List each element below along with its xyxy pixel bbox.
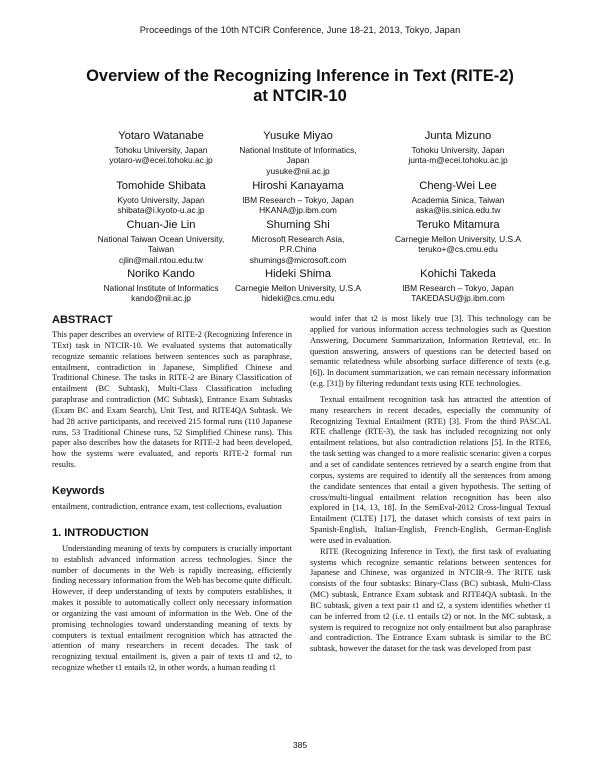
author-email: teruko+@cs.cmu.edu (418, 244, 498, 255)
right-column (310, 314, 551, 655)
abstract-text: This paper describes an overview of RITE-2 (Recognizing Inference in TExt) task in NTCIR-10. We evaluated systems that automatically recognize semantic relations between sentences such as paraphrase, entailment, contradiction in Japanese, Simplified Chinese and Traditional Chinese. The tasks in RITE-2 are Binary Classification of entailment (BC Subtask), Multi-Class Classification including paraphrase and contradiction (MC Subtask), Entrance Exam Subtasks (Exam BC and Exam Search), Unit Test, and RITE4QA Subtask. We had 28 active participants, and received 215 formal runs (110 Japanese runs, 53 Traditional Chinese runs, 52 Simplified Chinese runs). This paper also describes how the datasets for RITE-2 had been developed, how the systems were evaluated, and reports RITE-2 formal run results. (52, 330, 292, 470)
author-name: Cheng-Wei Lee (419, 180, 497, 192)
author-block (213, 268, 383, 304)
author-name: Teruko Mitamura (416, 219, 500, 231)
introduction-heading: 1. INTRODUCTION (52, 526, 149, 539)
introduction-paragraph: would infer that t2 is most likely true [3]. This technology can be applied for various information access technologies such as Question Answering, Document Summarization, Information Retrieval, etc. In question answering, answers of questions can be detected based on semantic relatedness while absorbing surface difference of texts (e.g. [6]). In document summarization, we can remain necessary information (e.g. [31]) by filtering redundant texts using RTE technologies. (310, 314, 551, 389)
author-affiliation: Microsoft Research Asia, (251, 233, 345, 244)
introduction-paragraph: Textual entailment recognition task has attracted the attention of many researchers in recent decades, especially the community of Recognizing Textual Entailment (RTE) [3]. From the third PASCAL RTE challenge (RTE-3), the task has included recognizing not only entailment relations, but also contradiction relations [5]. In the RTE6, the task setting was changed to a more realistic scenario: given a corpus and a set of candidate sentences retrieved by a search engine from that corpus, systems are required to identify all the sentences from among the candidate sentences that entail a given hypothesis. The setting of cross/multi-lingual entailment relation recognition has been also explored in [14, 13, 18]. In the SemEval-2012 Cross-lingual Textual Entailment (CLTE) [17], the dataset which consists of text pairs in Spanish-English, Italian-English, French-English, German-English were used in evaluation. (310, 394, 551, 545)
paper-title-line-2: at NTCIR-10 (253, 87, 347, 105)
author-affiliation: Japan (286, 155, 310, 166)
keywords-text: entailment, contradiction, entrance exam, test collections, evaluation (52, 501, 282, 511)
author-email: hideki@cs.cmu.edu (261, 293, 335, 304)
author-block (373, 180, 543, 216)
author-email: aska@iis.sinica.edu.tw (415, 205, 501, 216)
author-affiliation: IBM Research – Tokyo, Japan (402, 282, 514, 293)
abstract-heading: ABSTRACT (52, 314, 113, 326)
author-affiliation: Taiwan (147, 244, 175, 255)
author-affiliation: Tohoku University, Japan (114, 144, 208, 155)
author-block (373, 130, 543, 166)
author-name: Hideki Shima (265, 268, 331, 280)
author-block (373, 268, 543, 304)
author-block (213, 130, 383, 176)
author-affiliation: P.R.China (279, 244, 317, 255)
author-affiliation: National Institute of Informatics (103, 282, 219, 293)
paper-title-line-1: Overview of the Recognizing Inference in Text (RITE-2) (86, 67, 514, 85)
author-name: Yusuke Miyao (263, 130, 333, 142)
author-name: Shuming Shi (266, 219, 330, 231)
author-name: Noriko Kando (127, 268, 195, 280)
author-name: Yotaro Watanabe (118, 130, 204, 142)
author-email: HKANA@jp.ibm.com (259, 205, 337, 216)
proceedings-header: Proceedings of the 10th NTCIR Conference, June 18-21, 2013, Tokyo, Japan (139, 25, 461, 35)
author-name: Hiroshi Kanayama (252, 180, 344, 192)
author-affiliation: IBM Research – Tokyo, Japan (242, 194, 354, 205)
author-block (213, 219, 383, 265)
keywords-heading: Keywords (52, 484, 105, 497)
author-name: Chuan-Jie Lin (126, 219, 196, 231)
author-name: Junta Mizuno (424, 130, 492, 142)
author-name: Kohichi Takeda (420, 268, 496, 280)
author-name: Tomohide Shibata (116, 180, 206, 192)
author-email: junta-m@ecei.tohoku.ac.jp (408, 155, 508, 166)
author-email: shumings@microsoft.com (249, 254, 347, 265)
author-affiliation: Academia Sinica, Taiwan (411, 194, 505, 205)
author-email: cjlin@mail.ntou.edu.tw (119, 254, 203, 265)
author-affiliation: Carnegie Mellon University, U.S.A (395, 233, 521, 244)
author-affiliation: National Institute of Informatics, (239, 144, 357, 155)
page-number: 385 (292, 740, 308, 750)
author-block (373, 219, 543, 255)
author-affiliation: Carnegie Mellon University, U.S.A (235, 282, 361, 293)
author-email: yotaro-w@ecei.tohoku.ac.jp (109, 155, 213, 166)
paper-title (40, 66, 560, 106)
author-email: TAKEDASU@jp.ibm.com (411, 293, 505, 304)
author-email: yusuke@nii.ac.jp (266, 165, 330, 176)
author-affiliation: National Taiwan Ocean University, (97, 233, 225, 244)
left-column (52, 314, 292, 674)
introduction-paragraph: RITE (Recognizing Inference in Text), the first task of evaluating systems which recognize semantic relations between sentences for Japanese and Chinese, was organized in NTCIR-9. The RITE task consists of the four subtasks: Binary-Class (BC) subtask, Multi-Class (MC) subtask, Entrance Exam subtask and RITE4QA subtask. In the BC subtask, given a text pair t1 and t2, a system identifies whether t1 can be inferred from t2 (i.e. t1 entails t2) or not. In the MC subtask, a system is required to recognize not only entailment but also paraphrase and contradiction. The Entrance Exam subtask is similar to the BC subtask, however the dataset for the task was developed from past (310, 546, 551, 654)
author-block (213, 180, 383, 216)
introduction-paragraph: Understanding meaning of texts by computers is crucially important to establish advanced information access technologies. Since the number of documents in the Web is rapidly increasing, efficiently finding necessary information from the Web has become quite difficult. However, if deep understanding of texts by computers establishes, it makes it possible to automatically collect only necessary information or organizing the vast amount of information in the Web. One of the promising technologies toward understanding meaning of texts by computers is textual entailment recognition which has attracted the attention of many researchers in recent decades. The task of recognizing textual entailment is, given a pair of texts t1 and t2, to recognize whether t1 entails t2, in other words, a human reading t1 (52, 543, 292, 673)
author-email: kando@nii.ac.jp (131, 293, 191, 304)
author-email: shibata@i.kyoto-u.ac.jp (117, 205, 205, 216)
author-affiliation: Kyoto University, Japan (117, 194, 205, 205)
author-affiliation: Tohoku University, Japan (411, 144, 505, 155)
